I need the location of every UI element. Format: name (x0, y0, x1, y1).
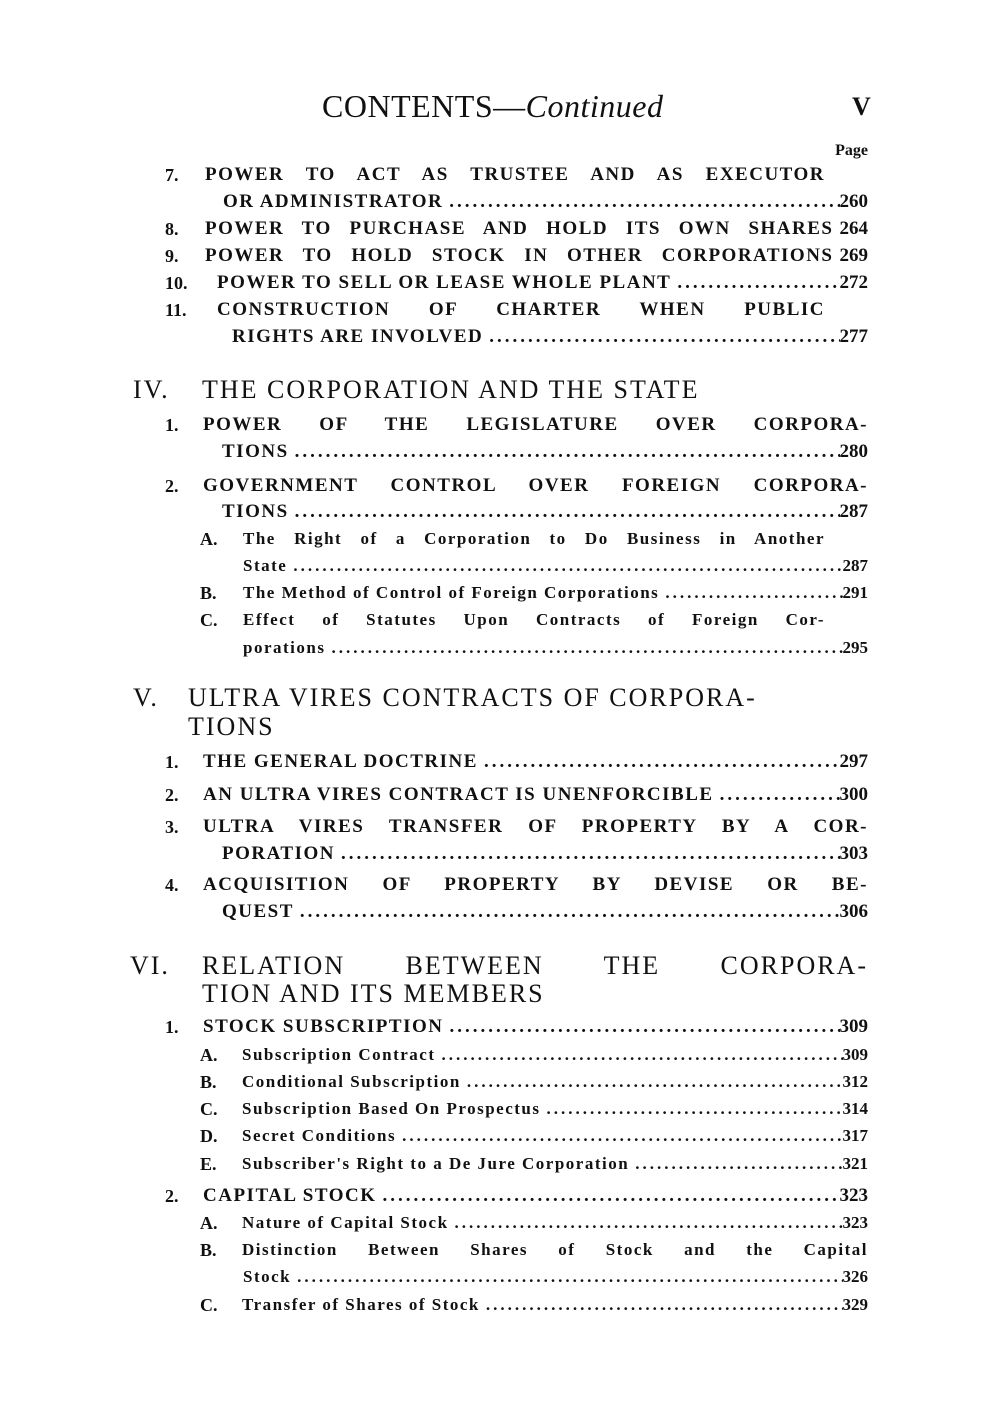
dot-leader (714, 782, 840, 808)
toc-entry: POWER TO ACT AS TRUSTEE AND AS EXECUTOR (205, 164, 825, 185)
page-ref: 309 (842, 1045, 868, 1064)
subentry-letter: C. (200, 610, 218, 630)
toc-subentry: Stock ..... 326 (243, 1264, 868, 1290)
toc-entry: RIGHTS ARE INVOLVED ..... 277 (232, 324, 868, 350)
toc-subentry: Subscription Based On Prospectus ..... 314 (242, 1096, 868, 1122)
subentry-letter: B. (200, 1240, 217, 1260)
page-ref: 269 (839, 245, 868, 266)
toc-entry: CONSTRUCTION OF CHARTER WHEN PUBLIC (217, 299, 825, 320)
page-numeral: V (852, 92, 871, 121)
page-ref: 309 (839, 1016, 868, 1037)
page-ref: 312 (842, 1072, 868, 1091)
page-ref: 306 (839, 901, 868, 922)
page-ref: 323 (842, 1213, 868, 1232)
page-ref: 326 (842, 1267, 868, 1286)
entry-number: 9. (165, 246, 179, 266)
entry-number: 7. (165, 165, 179, 185)
subentry-letter: C. (200, 1099, 218, 1119)
toc-entry: AN ULTRA VIRES CONTRACT IS UNENFORCIBLE ..... 300 (203, 782, 868, 808)
entry-number: 3. (165, 817, 179, 837)
dot-leader (291, 1264, 842, 1290)
subentry-letter: C. (200, 1295, 218, 1315)
dot-leader (629, 1151, 842, 1177)
page-ref: 277 (839, 326, 868, 347)
toc-entry: POWER TO SELL OR LEASE WHOLE PLANT ..... 272 (217, 270, 868, 296)
dot-leader (443, 189, 839, 215)
toc-subentry: Subscriber's Right to a De Jure Corporation ..... 321 (242, 1151, 868, 1177)
subentry-letter: A. (200, 1213, 218, 1233)
part-numeral: IV. (133, 375, 170, 404)
toc-subentry: Transfer of Shares of Stock ..... 329 (242, 1292, 868, 1318)
page-ref: 303 (839, 843, 868, 864)
toc-entry: ULTRA VIRES TRANSFER OF PROPERTY BY A COR- (203, 816, 868, 837)
entry-number: 2. (165, 1186, 179, 1206)
dot-leader (325, 635, 842, 661)
page-ref: 329 (842, 1295, 868, 1314)
toc-entry: QUEST ..... 306 (222, 899, 868, 925)
part-heading-continued: TIONS (188, 712, 275, 741)
page-ref: 287 (842, 556, 868, 575)
toc-subentry: Effect of Statutes Upon Contracts of Foreign Cor- (243, 610, 825, 629)
page-ref: 300 (839, 784, 868, 805)
subentry-letter: E. (200, 1154, 217, 1174)
part-heading-continued: TION AND ITS MEMBERS (202, 979, 545, 1008)
subentry-letter: B. (200, 583, 217, 603)
toc-entry: TIONS ..... 280 (222, 439, 868, 465)
entry-number: 8. (165, 219, 179, 239)
entry-number: 1. (165, 752, 179, 772)
page-ref: 264 (839, 218, 868, 239)
dot-leader (478, 749, 840, 775)
toc-subentry: Secret Conditions ..... 317 (242, 1123, 868, 1149)
dot-leader (376, 1183, 839, 1209)
part-heading: RELATION BETWEEN THE CORPORA- (202, 951, 868, 980)
dot-leader (443, 1014, 839, 1040)
page-ref: 295 (842, 638, 868, 657)
toc-entry: ACQUISITION OF PROPERTY BY DEVISE OR BE- (203, 874, 868, 895)
entry-number: 1. (165, 1017, 179, 1037)
dot-leader (449, 1210, 843, 1236)
page-title: CONTENTS—Continued (322, 88, 664, 124)
toc-entry: POWER TO HOLD STOCK IN OTHER CORPORATIONS 269 (205, 243, 868, 269)
toc-entry: POWER OF THE LEGISLATURE OVER CORPORA- (203, 414, 868, 435)
subentry-letter: B. (200, 1072, 217, 1092)
dot-leader (659, 580, 842, 606)
page-ref: 321 (842, 1154, 868, 1173)
toc-subentry: The Method of Control of Foreign Corporations ..... 291 (243, 580, 868, 606)
dot-leader (396, 1123, 842, 1149)
toc-subentry: Subscription Contract ..... 309 (242, 1042, 868, 1068)
dot-leader (289, 439, 840, 465)
entry-number: 1. (165, 415, 179, 435)
subentry-letter: A. (200, 529, 218, 549)
toc-entry: OR ADMINISTRATOR ..... 260 (223, 189, 868, 215)
entry-number: 10. (165, 273, 188, 293)
page-column-label: Page (835, 142, 868, 159)
part-heading: ULTRA VIRES CONTRACTS OF CORPORA- (188, 683, 757, 712)
toc-subentry: Conditional Subscription ..... 312 (242, 1069, 868, 1095)
toc-entry: CAPITAL STOCK ..... 323 (203, 1183, 868, 1209)
toc-entry: GOVERNMENT CONTROL OVER FOREIGN CORPORA- (203, 475, 868, 496)
part-numeral: V. (133, 683, 159, 712)
entry-number: 2. (165, 476, 179, 496)
dot-leader (671, 270, 839, 296)
page-ref: 260 (839, 191, 868, 212)
subentry-letter: D. (200, 1126, 218, 1146)
dot-leader (435, 1042, 842, 1068)
entry-number: 2. (165, 785, 179, 805)
dot-leader (461, 1069, 843, 1095)
toc-subentry: Nature of Capital Stock ..... 323 (242, 1210, 868, 1236)
dot-leader (480, 1292, 843, 1318)
dot-leader (289, 499, 840, 525)
toc-entry: POWER TO PURCHASE AND HOLD ITS OWN SHARES 264 (205, 216, 868, 242)
toc-entry: TIONS ..... 287 (222, 499, 868, 525)
entry-number: 4. (165, 875, 179, 895)
dot-leader (335, 841, 840, 867)
toc-subentry: The Right of a Corporation to Do Business in Another (243, 529, 825, 548)
toc-subentry: Distinction Between Shares of Stock and the Capital (242, 1240, 868, 1259)
toc-entry: PORATION ..... 303 (222, 841, 868, 867)
subentry-letter: A. (200, 1045, 218, 1065)
dot-leader (483, 324, 839, 350)
part-heading: THE CORPORATION AND THE STATE (202, 375, 700, 404)
page-ref: 323 (839, 1185, 868, 1206)
page-ref: 272 (839, 272, 868, 293)
dot-leader (287, 553, 842, 579)
part-numeral: VI. (130, 951, 170, 980)
dot-leader (540, 1096, 842, 1122)
toc-entry: THE GENERAL DOCTRINE ..... 297 (203, 749, 868, 775)
page-ref: 297 (839, 751, 868, 772)
page-ref: 317 (842, 1126, 868, 1145)
dot-leader (294, 899, 840, 925)
page-ref: 291 (842, 583, 868, 602)
toc-entry: STOCK SUBSCRIPTION ..... 309 (203, 1014, 868, 1040)
page-ref: 287 (839, 501, 868, 522)
page-ref: 280 (839, 441, 868, 462)
toc-subentry: State ..... 287 (243, 553, 868, 579)
entry-number: 11. (165, 300, 187, 320)
page-ref: 314 (842, 1099, 868, 1118)
toc-subentry: porations ..... 295 (243, 635, 868, 661)
